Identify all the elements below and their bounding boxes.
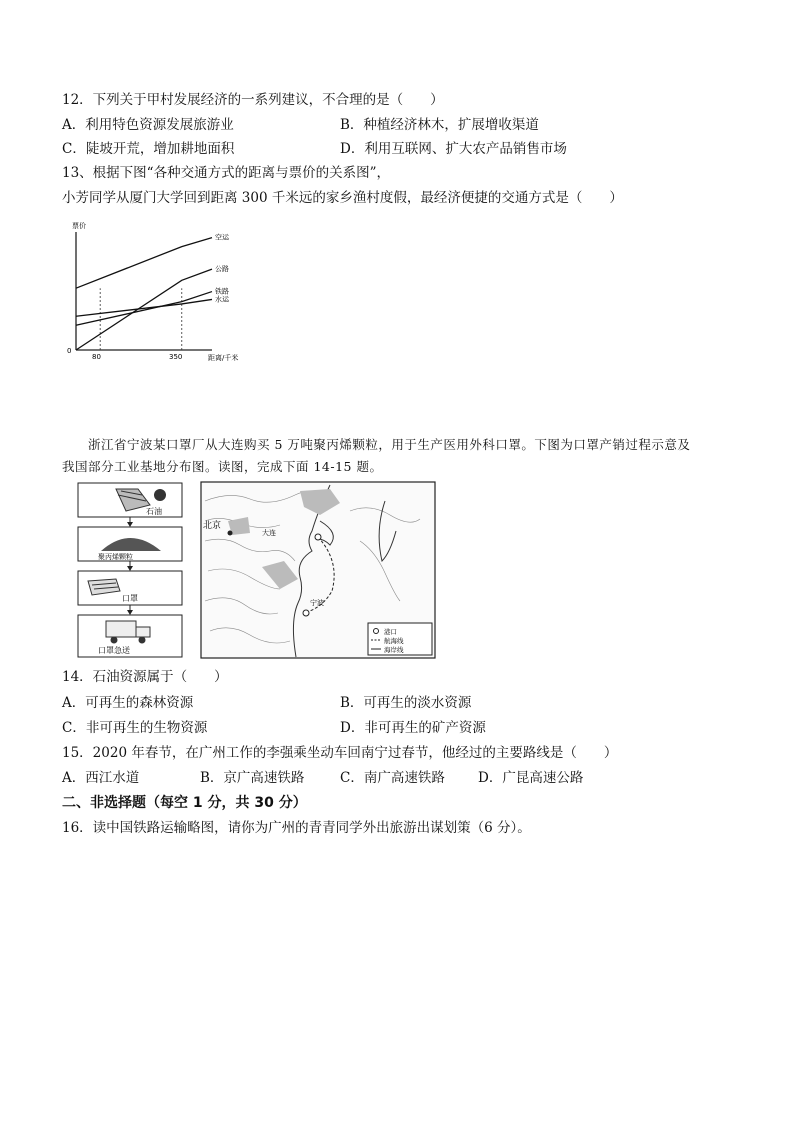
passage-line2: 我国部分工业基地分布图。读图，完成下面 14-15 题。 bbox=[62, 459, 383, 474]
distance-fare-chart bbox=[62, 220, 262, 370]
q12-option-c: C．陡坡开荒，增加耕地面积 bbox=[62, 141, 235, 157]
flow-label-mask: 口罩 bbox=[122, 594, 138, 603]
q14-option-b: B．可再生的淡水资源 bbox=[340, 695, 472, 711]
port-marker bbox=[303, 610, 309, 616]
section-heading: 二、非选择题（每空 1 分，共 30 分） bbox=[62, 795, 307, 811]
q12-option-d: D．利用互联网、扩大农产品销售市场 bbox=[340, 141, 567, 157]
q15-stem: 15．2020 年春节，在广州工作的李强乘坐动车回南宁过春节，他经过的主要路线是（ ） bbox=[62, 745, 618, 761]
series-label-3: 水运 bbox=[215, 295, 229, 304]
industrial-base-map bbox=[200, 481, 436, 659]
map-legend bbox=[368, 623, 432, 655]
q12-stem: 12．下列关于甲村发展经济的一系列建议，不合理的是（ ） bbox=[62, 92, 444, 108]
q15-option-b: B．京广高速铁路 bbox=[200, 770, 305, 786]
port-marker bbox=[315, 534, 321, 540]
q15-option-a: A．西江水道 bbox=[62, 770, 140, 786]
y-axis-label: 票价 bbox=[72, 222, 86, 230]
series-label-2: 铁路 bbox=[215, 287, 229, 296]
passage-line1: 浙江省宁波某口罩厂从大连购买 5 万吨聚丙烯颗粒，用于生产医用外科口罩。下图为口罩产销过程示意及 bbox=[88, 437, 691, 452]
series-label-0: 空运 bbox=[215, 233, 229, 242]
q15-option-c: C．南广高速铁路 bbox=[340, 770, 445, 786]
city-label-ningbo: 宁波 bbox=[310, 599, 324, 607]
x-tick-label-80: 80 bbox=[92, 353, 101, 361]
q14-option-a: A．可再生的森林资源 bbox=[62, 695, 194, 711]
arrow-down-icon bbox=[127, 610, 133, 615]
legend-sea-route: 航海线 bbox=[384, 637, 404, 645]
q12-option-a: A．利用特色资源发展旅游业 bbox=[62, 117, 234, 133]
q14-option-d: D．非可再生的矿产资源 bbox=[340, 720, 486, 736]
flow-label-delivery: 口罩急送 bbox=[98, 646, 130, 655]
series-line-3 bbox=[76, 299, 212, 316]
x-axis-label: 距离/千米 bbox=[208, 354, 239, 362]
q16-stem: 16．读中国铁路运输略图，请你为广州的青青同学外出旅游出谋划策（6 分）。 bbox=[62, 820, 531, 836]
flow-label-oil: 石油 bbox=[146, 507, 162, 516]
city-label-dalian: 大连 bbox=[262, 529, 276, 537]
origin-label: 0 bbox=[67, 347, 72, 355]
city-label-beijing: 北京 bbox=[203, 521, 222, 531]
legend-port: 港口 bbox=[384, 628, 397, 636]
x-tick-label-350: 350 bbox=[169, 353, 183, 361]
q14-stem: 14．石油资源属于（ ） bbox=[62, 669, 228, 685]
capital-marker bbox=[228, 531, 233, 536]
series-line-0 bbox=[76, 238, 212, 289]
series-label-1: 公路 bbox=[215, 265, 229, 274]
flow-label-pellets: 聚丙烯颗粒 bbox=[98, 553, 133, 561]
q13-stem-line2: 小芳同学从厦门大学回到距离 300 千米远的家乡渔村度假，最经济便捷的交通方式是（ ） bbox=[62, 190, 623, 206]
arrow-down-icon bbox=[127, 566, 133, 571]
q15-option-d: D．广昆高速公路 bbox=[478, 770, 584, 786]
legend-coastline: 海岸线 bbox=[384, 646, 404, 654]
q13-stem-line1: 13、根据下图“各种交通方式的距离与票价的关系图”， bbox=[62, 165, 390, 181]
arrow-down-icon bbox=[127, 522, 133, 527]
mask-production-flow bbox=[76, 481, 186, 661]
q12-option-b: B．种植经济林木，扩展增收渠道 bbox=[340, 117, 539, 133]
chart-axes bbox=[76, 232, 212, 350]
q14-option-c: C．非可再生的生物资源 bbox=[62, 720, 208, 736]
